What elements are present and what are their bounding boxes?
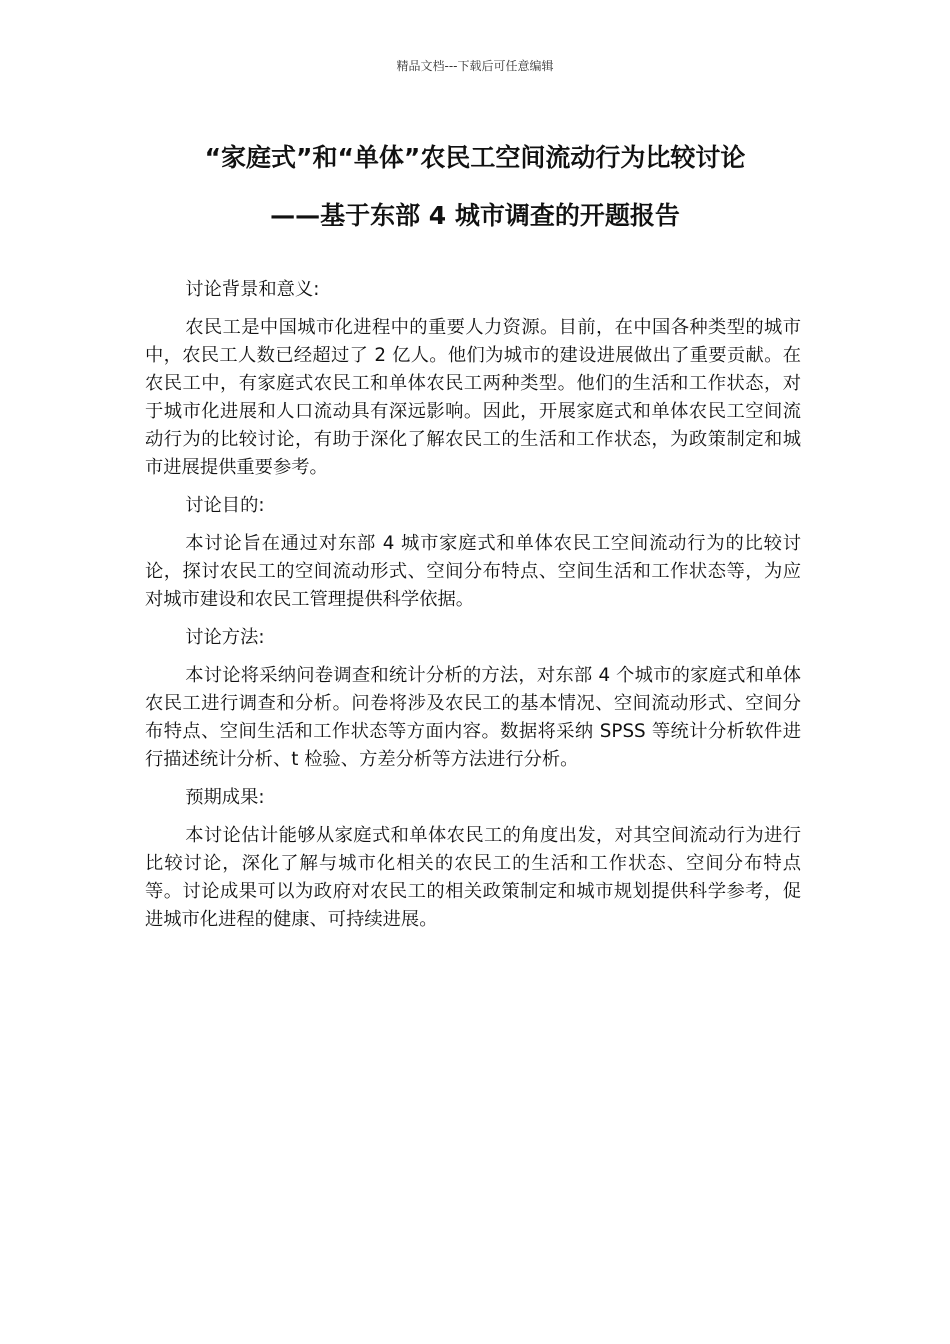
section-heading-results: 预期成果: <box>185 787 265 808</box>
section-heading-purpose: 讨论目的: <box>185 495 265 516</box>
section-heading-background: 讨论背景和意义: <box>185 279 320 300</box>
document-subtitle: ——基于东部 4 城市调查的开题报告 <box>270 201 680 230</box>
section-body-method: 本讨论将采纳问卷调查和统计分析的方法，对东部 4 个城市的家庭式和单体农民工进行调查和分析。问卷将涉及农民工的基本情况、空间流动形式、空间分布特点、空间生活和工作状态等方面内容。数据将采纳 SPSS 等统计分析软件进行描述统计分析、t 检验、方差分析等方法进行分析。 <box>145 665 801 770</box>
document-title: “家庭式”和“单体”农民工空间流动行为比较讨论 <box>204 143 746 172</box>
section-body-results: 本讨论估计能够从家庭式和单体农民工的角度出发，对其空间流动行为进行比较讨论，深化了解与城市化相关的农民工的生活和工作状态、空间分布特点等。讨论成果可以为政府对农民工的相关政策制定和城市规划提供科学参考，促进城市化进程的健康、可持续进展。 <box>145 825 801 930</box>
document-body <box>145 276 801 944</box>
header-note: 精品文档---下载后可任意编辑 <box>396 59 554 73</box>
section-body-purpose: 本讨论旨在通过对东部 4 城市家庭式和单体农民工空间流动行为的比较讨论，探讨农民工的空间流动形式、空间分布特点、空间生活和工作状态等，为应对城市建设和农民工管理提供科学依据。 <box>145 533 801 610</box>
section-body-background: 农民工是中国城市化进程中的重要人力资源。目前，在中国各种类型的城市中，农民工人数已经超过了 2 亿人。他们为城市的建设进展做出了重要贡献。在农民工中，有家庭式农民工和单体农民工两种类型。他们的生活和工作状态，对于城市化进展和人口流动具有深远影响。因此，开展家庭式和单体农民工空间流动行为的比较讨论，有助于深化了解农民工的生活和工作状态，为政策制定和城市进展提供重要参考。 <box>145 317 801 478</box>
section-heading-method: 讨论方法: <box>185 627 265 648</box>
